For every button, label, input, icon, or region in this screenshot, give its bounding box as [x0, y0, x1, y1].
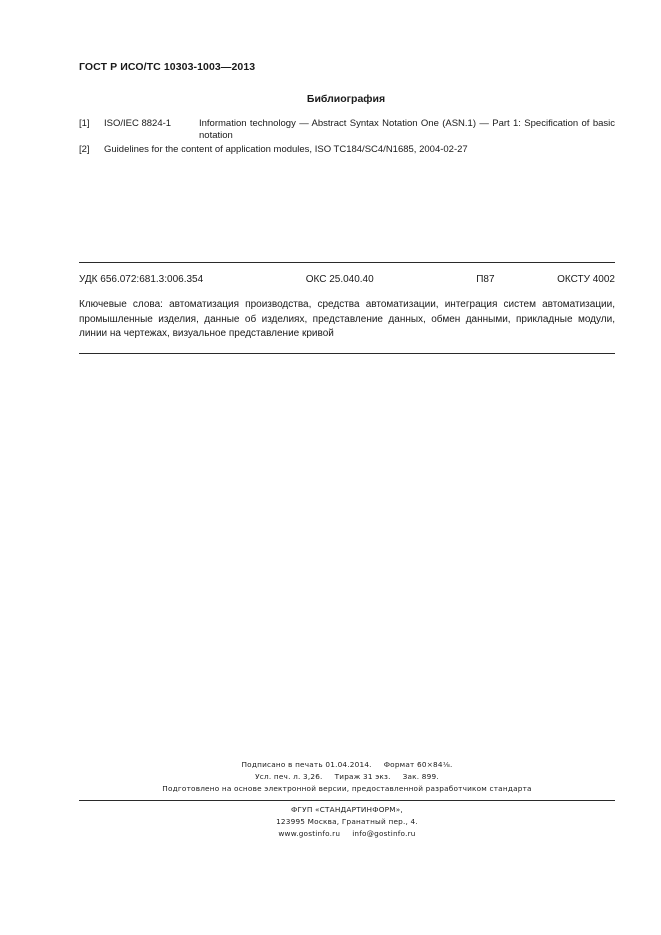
print-run: Тираж 31 экз. — [334, 772, 391, 781]
udk-code: УДК 656.072:681.3:006.354 — [79, 274, 204, 285]
imprint-line-2 — [79, 771, 615, 783]
reference-text: Guidelines for the content of application modules, ISO TC184/SC4/N1685, 2004-02-27 — [104, 144, 468, 155]
oks-code: ОКС 25.040.40 — [305, 274, 374, 285]
publisher-name: ФГУП «СТАНДАРТИНФОРМ», — [291, 805, 403, 814]
divider-line — [79, 262, 615, 263]
publisher-contacts — [79, 828, 615, 840]
divider-line — [79, 353, 615, 354]
okstu-code: ОКСТУ 4002 — [557, 274, 615, 285]
document-header: ГОСТ Р ИСО/ТС 10303-1003—2013 — [79, 61, 256, 73]
reference-code: ISO/IEC 8824-1 — [104, 118, 172, 129]
reference-number: [2] — [79, 144, 90, 155]
prepared-note: Подготовлено на основе электронной версии, предоставленной разработчиком стандарта — [162, 784, 532, 793]
publisher-website[interactable]: www.gostinfo.ru — [278, 829, 341, 838]
keywords-paragraph: Ключевые слова: автоматизация производства, средства автоматизации, интеграция систем автоматизации, промышленные изделия, данные об изделиях, представление данных, обмен данными, прикладные модули, линии на чертежах, визуальное представление кривой — [79, 299, 615, 339]
classification-codes — [79, 274, 615, 285]
print-sheets: Усл. печ. л. 3,26. — [255, 772, 323, 781]
paper-format: Формат 60×84⅛. — [383, 760, 453, 769]
publisher-email[interactable]: info@gostinfo.ru — [352, 829, 416, 838]
bibliography-title: Библиография — [306, 93, 386, 105]
imprint-line-1 — [79, 759, 615, 771]
reference-number: [1] — [79, 118, 90, 129]
publisher-address: 123995 Москва, Гранатный пер., 4. — [276, 817, 418, 826]
order-number: Зак. 899. — [402, 772, 439, 781]
reference-text: Information technology — Abstract Syntax Notation One (ASN.1) — Part 1: Specification of basic notation — [199, 118, 615, 141]
p-code: П87 — [476, 274, 495, 285]
divider-line — [79, 800, 615, 801]
signed-date: Подписано в печать 01.04.2014. — [241, 760, 372, 769]
